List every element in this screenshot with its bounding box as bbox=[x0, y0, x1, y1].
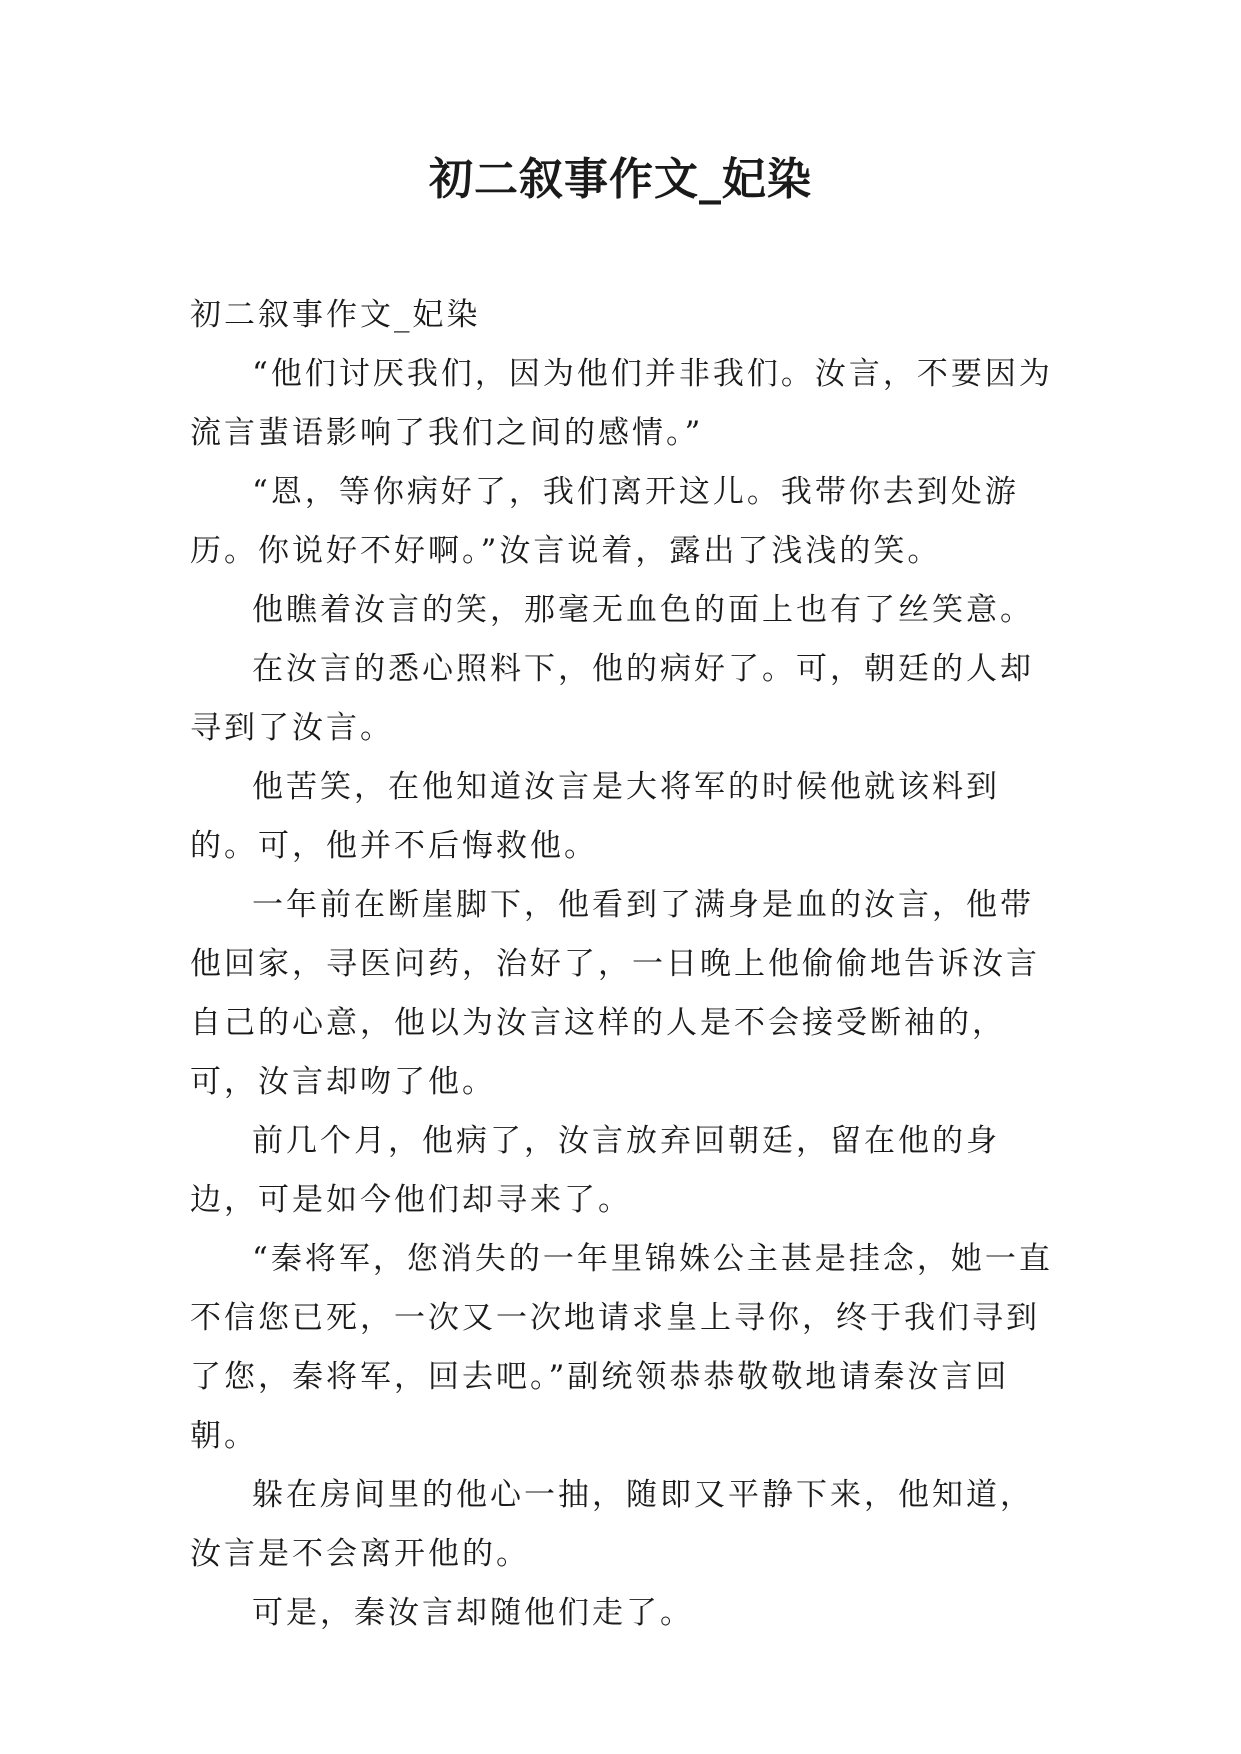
paragraph: 他瞧着汝言的笑，那毫无血色的面上也有了丝笑意。 bbox=[252, 592, 1034, 628]
paragraph: 在汝言的悉心照料下，他的病好了。可，朝廷的人却寻到了汝言。 bbox=[190, 651, 1034, 746]
paragraph: 初二叙事作文_妃染 bbox=[190, 297, 481, 333]
document-title: 初二叙事作文_妃染 bbox=[429, 154, 812, 205]
paragraph: 前几个月，他病了，汝言放弃回朝廷，留在他的身边，可是如今他们却寻来了。 bbox=[190, 1123, 1000, 1218]
paragraph: “他们讨厌我们，因为他们并非我们。汝言，不要因为流言蜚语影响了我们之间的感情。” bbox=[190, 356, 1053, 451]
paragraph: 躲在房间里的他心一抽，随即又平静下来，他知道，汝言是不会离开他的。 bbox=[190, 1477, 1034, 1572]
paragraph: 他苦笑，在他知道汝言是大将军的时候他就该料到的。可，他并不后悔救他。 bbox=[190, 769, 1000, 864]
paragraph: 一年前在断崖脚下，他看到了满身是血的汝言，他带他回家，寻医问药，治好了，一日晚上他偷偷地告诉汝言自己的心意，他以为汝言这样的人是不会接受断袖的，可，汝言却吻了他。 bbox=[190, 887, 1040, 1100]
paragraph: “恩，等你病好了，我们离开这儿。我带你去到处游历。你说好不好啊。”汝言说着，露出了浅浅的笑。 bbox=[190, 474, 1019, 569]
document-body bbox=[190, 286, 1058, 1643]
paragraph: “秦将军，您消失的一年里锦姝公主甚是挂念，她一直不信您已死，一次又一次地请求皇上寻你，终于我们寻到了您，秦将军，回去吧。”副统领恭恭敬敬地请秦汝言回朝。 bbox=[190, 1241, 1053, 1454]
paragraph: 可是，秦汝言却随他们走了。 bbox=[252, 1595, 694, 1631]
